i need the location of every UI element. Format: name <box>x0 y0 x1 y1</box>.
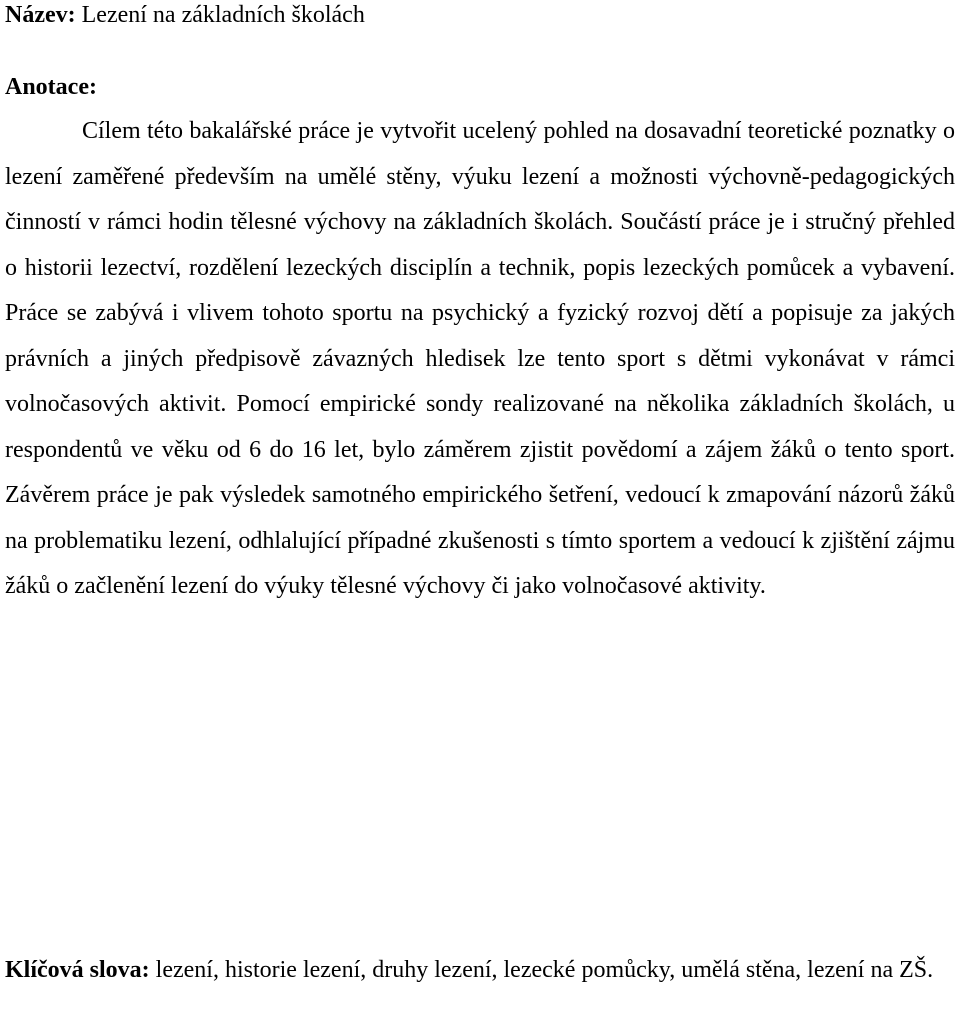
keywords-line <box>5 948 955 994</box>
annotation-heading: Anotace: <box>5 74 97 100</box>
abstract-paragraph: Cílem této bakalářské práce je vytvořit ucelený pohled na dosavadní teoretické poznatky o lezení zaměřené především na umělé stěny, výuku lezení a možnosti výchovně-pedagogických činností v rámci hodin tělesné výchovy na základních školách. Součástí práce je i stručný přehled o historii lezectví, rozdělení lezeckých disciplín a technik, popis lezeckých pomůcek a vybavení. Práce se zabývá i vlivem tohoto sportu na psychický a fyzický rozvoj dětí a popisuje za jakých právních a jiných předpisově závazných hledisek lze tento sport s dětmi vykonávat v rámci volnočasových aktivit. Pomocí empirické sondy realizované na několika základních školách, u respondentů ve věku od 6 do 16 let, bylo záměrem zjistit povědomí a zájem žáků o tento sport. Závěrem práce je pak výsledek samotného empirického šetření, vedoucí k zmapování názorů žáků na problematiku lezení, odhlalující případné zkušenosti s tímto sportem a vedoucí k zjištění zájmu žáků o začlenění lezení do výuky tělesné výchovy či jako volnočasové aktivity. <box>5 118 955 599</box>
keywords-value: lezení, historie lezení, druhy lezení, lezecké pomůcky, umělá stěna, lezení na ZŠ. <box>155 957 934 983</box>
document-title <box>5 0 365 30</box>
keywords-label: Klíčová slova: <box>5 957 150 983</box>
title-value: Lezení na základních školách <box>81 2 365 28</box>
title-label: Název: <box>5 2 76 28</box>
